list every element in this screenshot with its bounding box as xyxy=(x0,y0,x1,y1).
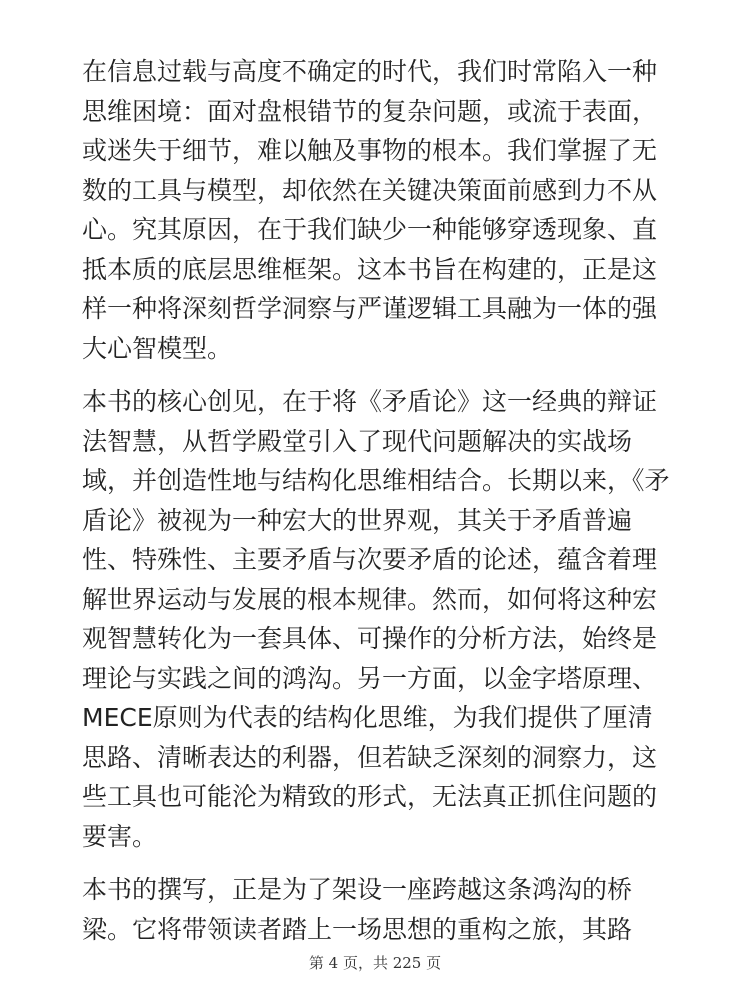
paragraph-3: 本书的撰写，正是为了架设一座跨越这条鸿沟的桥梁。它将带领读者踏上一场思想的重构之旅，其路 xyxy=(82,875,633,944)
page-number-footer: 第 4 页，共 225 页 xyxy=(308,954,442,972)
document-body xyxy=(82,52,672,963)
paragraph-2: 本书的核心创见，在于将《矛盾论》这一经典的辩证法智慧，从哲学殿堂引入了现代问题解决的实战场域，并创造性地与结构化思维相结合。长期以来，《矛盾论》被视为一种宏大的世界观，其关于矛盾普遍性、特殊性、主要矛盾与次要矛盾的论述，蕴含着理解世界运动与发展的根本规律。然而，如何将这种宏观智慧转化为一套具体、可操作的分析方法，始终是理论与实践之间的鸿沟。另一方面，以金字塔原理、MECE原则为代表的结构化思维，为我们提供了厘清思路、清晰表达的利器，但若缺乏深刻的洞察力，这些工具也可能沦为精致的形式，无法真正抓住问题的要害。 xyxy=(82,387,670,851)
paragraph-1: 在信息过载与高度不确定的时代，我们时常陷入一种思维困境：面对盘根错节的复杂问题，或流于表面，或迷失于细节，难以触及事物的根本。我们掌握了无数的工具与模型，却依然在关键决策面前感到力不从心。究其原因，在于我们缺少一种能够穿透现象、直抵本质的底层思维框架。这本书旨在构建的，正是这样一种将深刻哲学洞察与严谨逻辑工具融为一体的强大心智模型。 xyxy=(82,57,658,363)
